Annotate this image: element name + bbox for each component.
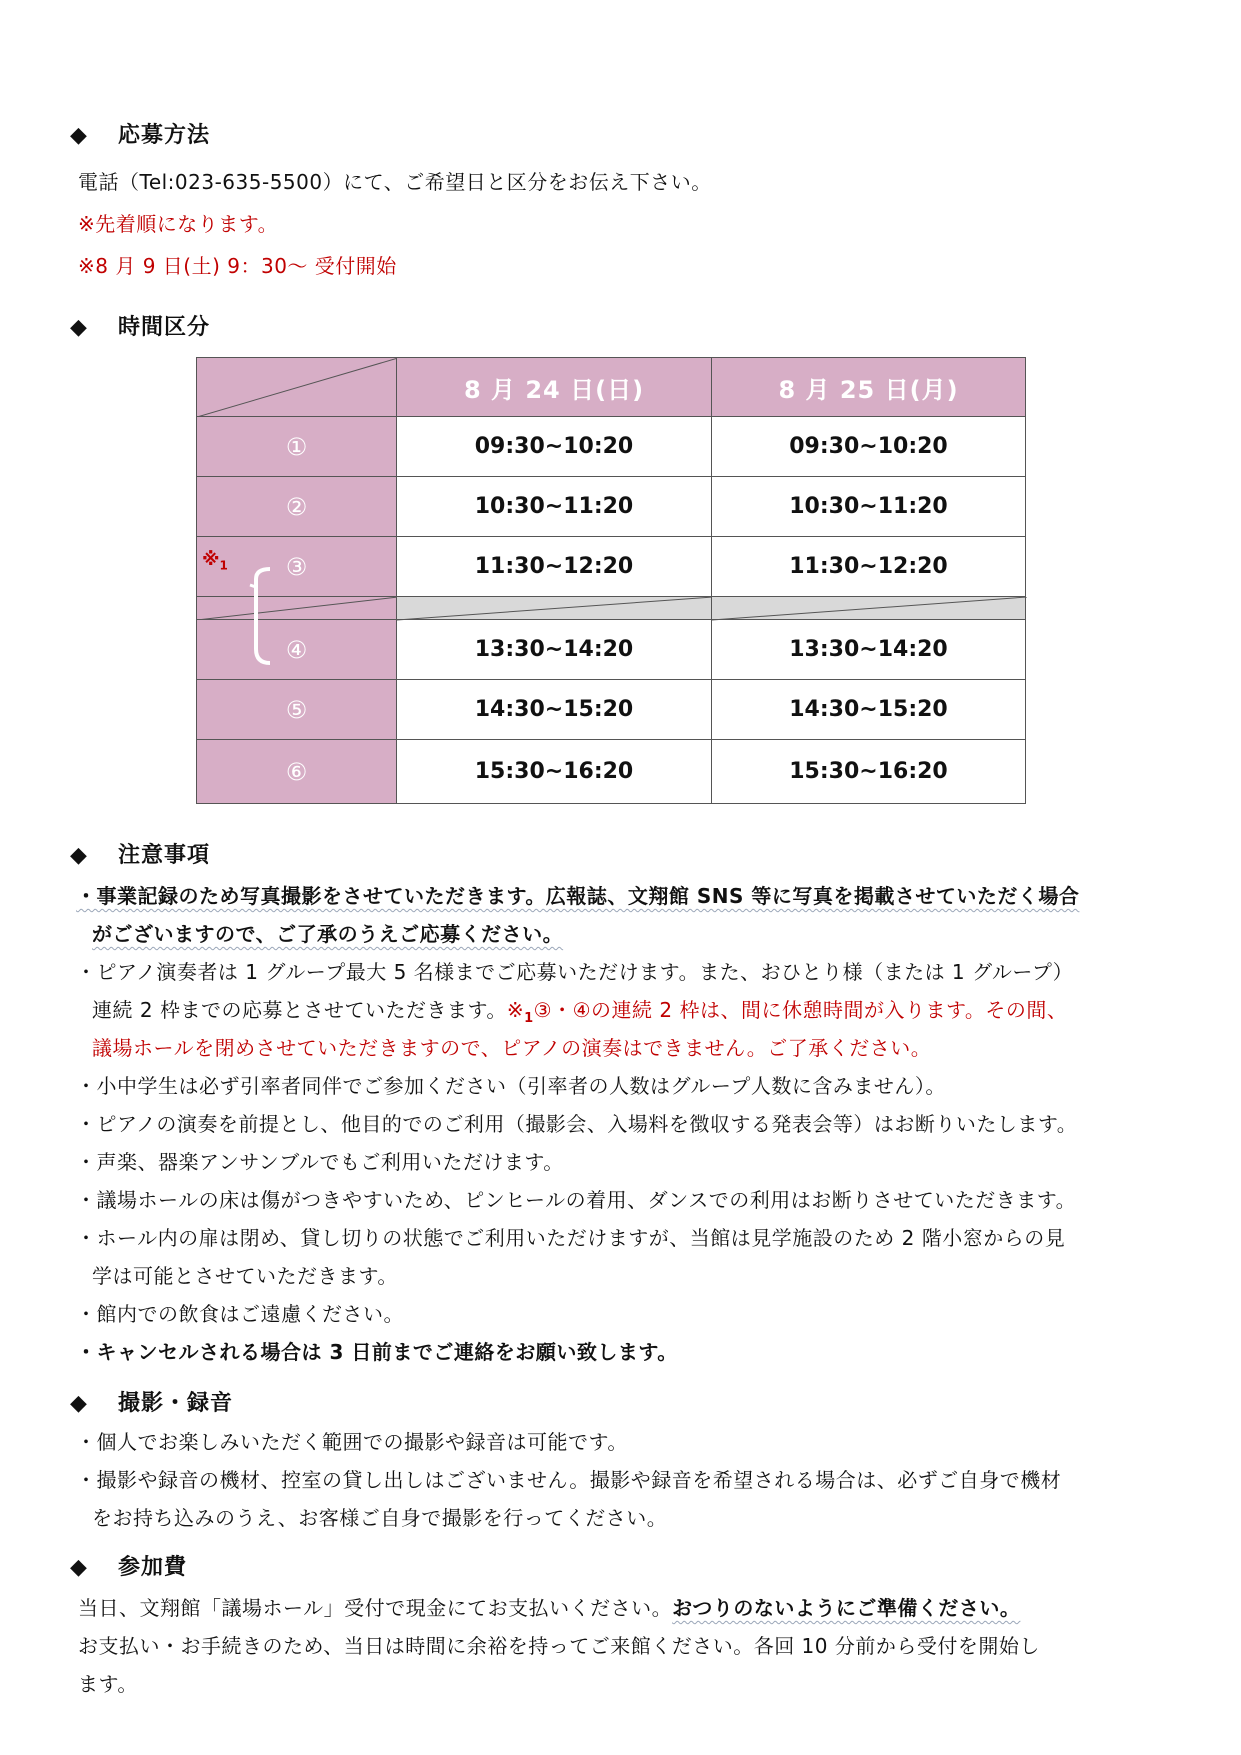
notes-item-ensemble: ・声楽、器楽アンサンブルでもご利用いただけます。 [76,1150,564,1174]
reception-start-note: ※8 月 9 日(土) 9：30～ 受付開始 [78,254,397,278]
diamond-bullet-icon: ◆ [70,843,88,868]
date-header-2: 8 月 25 日(月) [711,357,1026,417]
notes-item-group-2: 連続 2 枠までの応募とさせていただきます。$※_1③$・④の連続 2 枠は、間に休憩時間が入ります。その間、 [92,998,1068,1026]
application-line: 電話（Tel:023-635-5500）にて、ご希望日と区分をお伝え下さい。 [78,170,712,194]
corner-diagonal [197,358,398,418]
recording-heading: ◆ 撮影・録音 [70,1391,234,1416]
slot-time-cell: 09:30~10:20 [711,416,1026,477]
notes-item-children: ・小中学生は必ず引率者同伴でご参加ください（引率者の人数はグループ人数に含みません）。 [76,1074,946,1098]
date-header-1: 8 月 24 日(日) [396,357,712,417]
slot-number-3: ③ [196,536,397,597]
schedule-table [196,357,1026,804]
schedule-heading: ◆ 時間区分 [70,315,211,340]
table-corner-cell [196,357,397,417]
first-come-note: ※先着順になります。 [78,212,279,236]
slot-number-2: ② [196,476,397,537]
slot-time-cell: 15:30~16:20 [396,739,712,804]
notes-item-photo-2: がございますので、ご了承のうえご応募ください。 [92,922,564,946]
notes-item-photo-1: ・事業記録のため写真撮影をさせていただきます。広報誌、文翔館 SNS 等に写真を掲載させていただく場合 [76,884,1080,908]
notes-heading: ◆ 注意事項 [70,843,211,868]
slot-time-cell: 10:30~11:20 [711,476,1026,537]
slot-number-4: ④ [196,619,397,680]
notes-item-food: ・館内での飲食はご遠慮ください。 [76,1302,404,1326]
slot-time-cell: 14:30~15:20 [396,679,712,740]
slot-time-cell: 11:30~12:20 [711,536,1026,597]
diamond-bullet-icon: ◆ [70,123,88,148]
slot-time-cell: 13:30~14:20 [711,619,1026,680]
notes-item-floor: ・議場ホールの床は傷がつきやすいため、ピンヒールの着用、ダンスでの利用はお断りさせていただきます。 [76,1188,1077,1212]
consecutive-bracket-icon [236,565,276,669]
break-row-label-cell [196,596,397,620]
notes-item-door-1: ・ホール内の扉は閉め、貸し切りの状態でご利用いただけますが、当館は見学施設のため 2 階小窓からの見 [76,1226,1066,1250]
notes-item-group-3: 議場ホールを閉めさせていただきますので、ピアノの演奏はできません。ご了承ください。 [92,1036,932,1060]
notes-item-cancel: ・キャンセルされる場合は 3 日前までご連絡をお願い致します。 [76,1340,678,1364]
slot-number-1: ① [196,416,397,477]
recording-item-1: ・個人でお楽しみいただく範囲での撮影や録音は可能です。 [76,1430,628,1454]
slot-number-5: ⑤ [196,679,397,740]
notes-item-door-2: 学は可能とさせていただきます。 [92,1264,398,1288]
diamond-bullet-icon: ◆ [70,1555,88,1580]
notes-item-group-1: ・ピアノ演奏者は 1 グループ最大 5 名様までご応募いただけます。また、おひとり様（または 1 グループ） [76,960,1074,984]
fee-heading: ◆ 参加費 [70,1555,188,1580]
application-heading: ◆ 応募方法 [70,123,211,148]
break-cell [396,596,712,620]
slot-time-cell: 14:30~15:20 [711,679,1026,740]
fee-line-3: ます。 [78,1672,138,1696]
diamond-bullet-icon: ◆ [70,315,88,340]
slot-number-6: ⑥ [196,739,397,804]
slot-time-cell: 13:30~14:20 [396,619,712,680]
notes-item-purpose: ・ピアノの演奏を前提とし、他目的でのご利用（撮影会、入場料を徴収する発表会等）はお断りいたします。 [76,1112,1078,1136]
fee-line-1: 当日、文翔館「議場ホール」受付で現金にてお支払いください。おつりのないようにご準備ください。 [78,1596,1021,1620]
break-cell [711,596,1026,620]
recording-item-2b: をお持ち込みのうえ、お客様ご自身で撮影を行ってください。 [92,1506,668,1530]
slot-time-cell: 09:30~10:20 [396,416,712,477]
slot-time-cell: 11:30~12:20 [396,536,712,597]
slot-time-cell: 10:30~11:20 [396,476,712,537]
slot-time-cell: 15:30~16:20 [711,739,1026,804]
recording-item-2a: ・撮影や録音の機材、控室の貸し出しはございません。撮影や録音を希望される場合は、必ずご自身で機材 [76,1468,1062,1492]
fee-line-2: お支払い・お手続きのため、当日は時間に余裕を持ってご来館ください。各回 10 分前から受付を開始し [78,1634,1040,1658]
diamond-bullet-icon: ◆ [70,1391,88,1416]
footnote-mark: $※_1$ [202,549,228,573]
